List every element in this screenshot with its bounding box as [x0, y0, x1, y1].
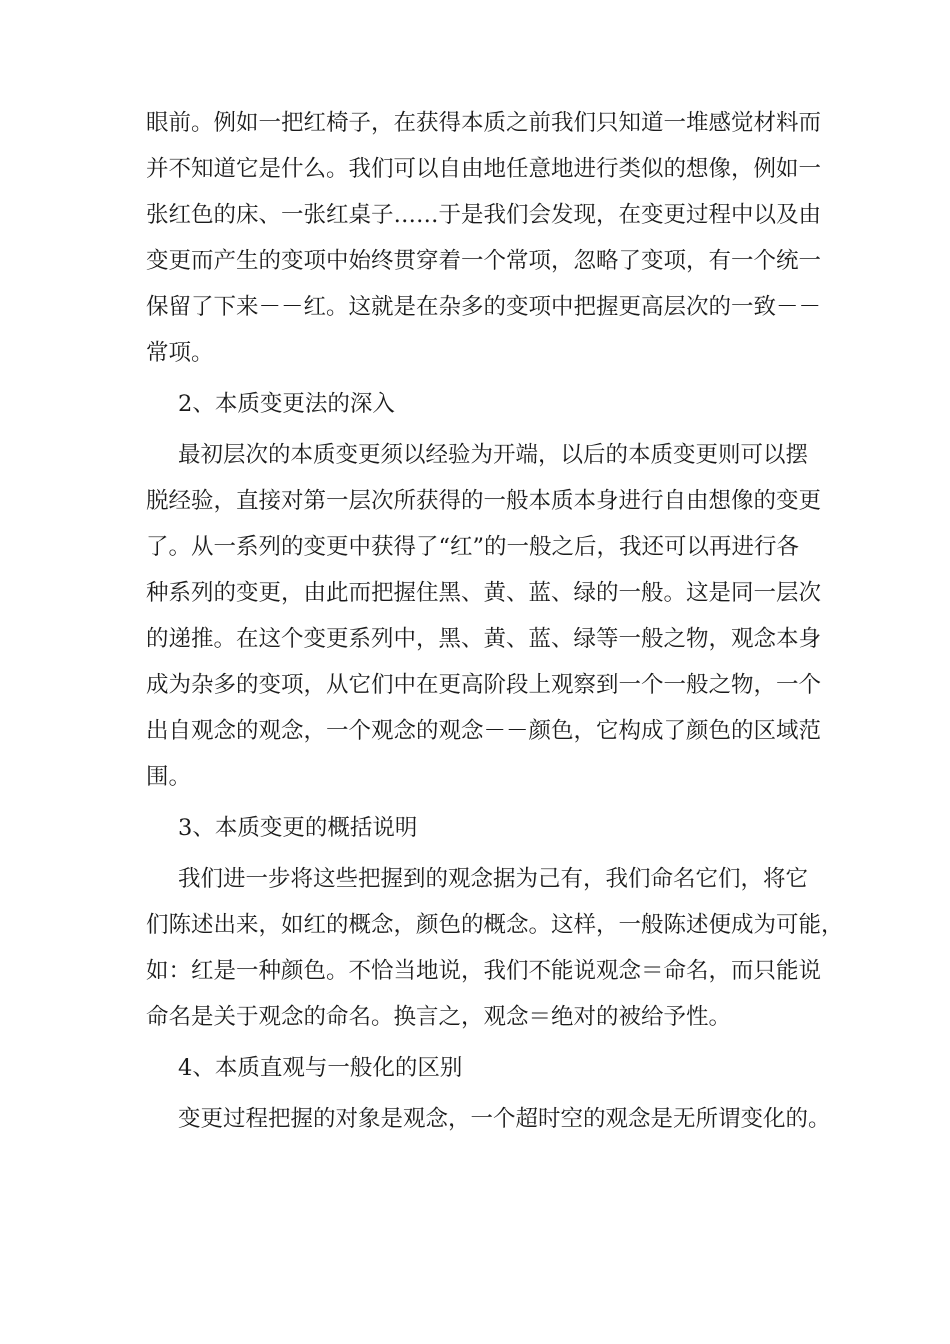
section-heading-3: 3、本质变更的概括说明	[178, 815, 418, 841]
text-line: 们陈述出来，如红的概念，颜色的概念。这样，一般陈述便成为可能，	[146, 912, 844, 938]
paragraph-2	[146, 432, 822, 800]
text-line: 我们进一步将这些把握到的观念据为己有，我们命名它们，将它	[178, 866, 809, 892]
text-line: 的递推。在这个变更系列中，黑、黄、蓝、绿等一般之物，观念本身	[146, 626, 822, 652]
paragraph-4	[146, 1096, 831, 1142]
text-line: 种系列的变更，由此而把握住黑、黄、蓝、绿的一般。这是同一层次	[146, 580, 822, 606]
text-line: 出自观念的观念，一个观念的观念－－颜色，它构成了颜色的区域范	[146, 718, 822, 744]
section-heading-4: 4、本质直观与一般化的区别	[178, 1055, 463, 1081]
text-line: 围。	[146, 764, 192, 790]
text-line: 变更过程把握的对象是观念，一个超时空的观念是无所谓变化的。	[178, 1106, 831, 1132]
text-line: 成为杂多的变项，从它们中在更高阶段上观察到一个一般之物，一个	[146, 672, 822, 698]
text-line: 保留了下来－－红。这就是在杂多的变项中把握更高层次的一致－－	[146, 294, 822, 320]
document-page	[146, 100, 844, 1142]
text-line: 命名是关于观念的命名。换言之，观念＝绝对的被给予性。	[146, 1004, 732, 1030]
text-line: 张红色的床、一张红桌子……于是我们会发现，在变更过程中以及由	[146, 202, 822, 228]
text-line: 常项。	[146, 340, 214, 366]
section-heading-2: 2、本质变更法的深入	[178, 391, 395, 417]
text-line: 变更而产生的变项中始终贯穿着一个常项，忽略了变项，有一个统一	[146, 248, 822, 274]
text-line: 脱经验，直接对第一层次所获得的一般本质本身进行自由想像的变更	[146, 488, 822, 514]
paragraph-continuation	[146, 100, 822, 376]
text-line: 最初层次的本质变更须以经验为开端，以后的本质变更则可以摆	[178, 442, 809, 468]
text-line: 如：红是一种颜色。不恰当地说，我们不能说观念＝命名，而只能说	[146, 958, 822, 984]
paragraph-3	[146, 856, 844, 1040]
text-line: 并不知道它是什么。我们可以自由地任意地进行类似的想像，例如一	[146, 156, 822, 182]
text-line: 了。从一系列的变更中获得了“红”的一般之后，我还可以再进行各	[146, 534, 800, 560]
text-line: 眼前。例如一把红椅子，在获得本质之前我们只知道一堆感觉材料而	[146, 110, 822, 136]
